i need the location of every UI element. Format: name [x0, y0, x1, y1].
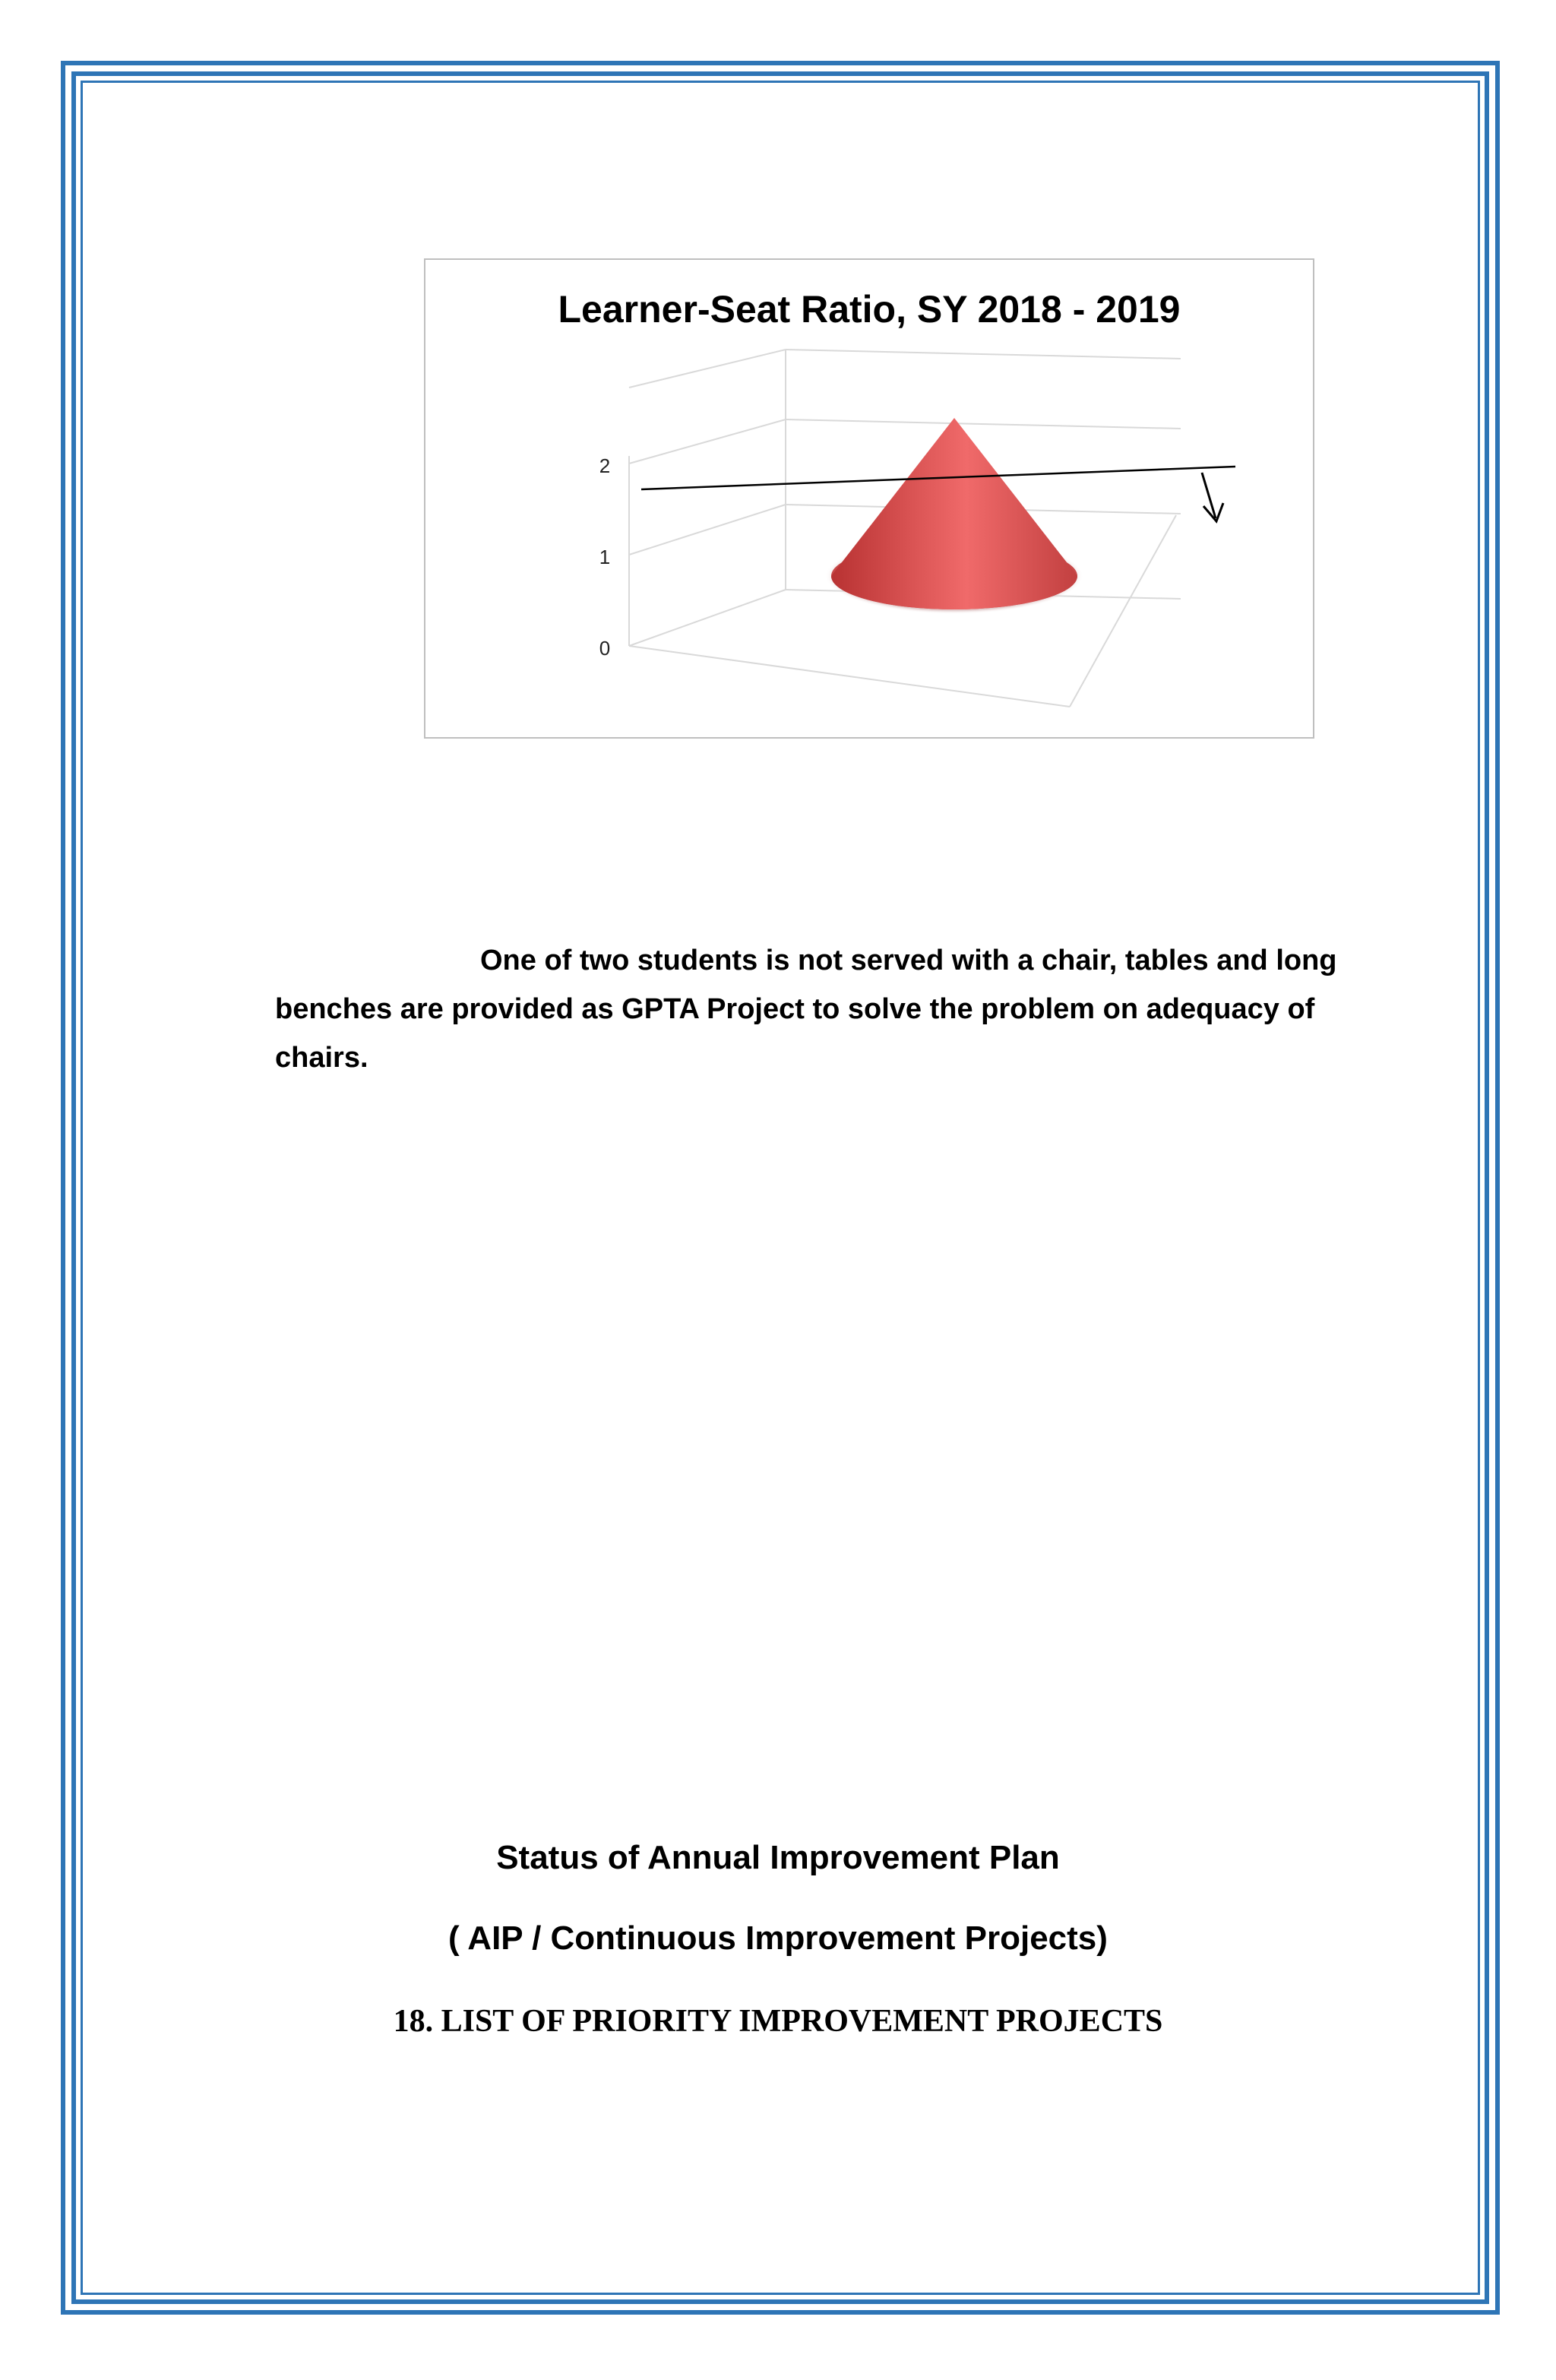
side-gridline: [629, 350, 786, 388]
side-gridline: [629, 419, 786, 464]
status-heading: Status of Annual Improvement Plan: [496, 1839, 1060, 1876]
chart-y-ticks: [599, 454, 610, 660]
floor-front-edge: [629, 646, 1070, 707]
y-tick-label: 1: [599, 546, 611, 568]
chart-canvas: [425, 260, 1316, 740]
back-gridline: [786, 419, 1181, 429]
floor-right-edge: [1070, 515, 1176, 707]
cone-bar: [831, 418, 1077, 609]
y-tick-label: 0: [599, 637, 611, 660]
annotation-arrow: [1202, 473, 1223, 521]
chart-explanation-paragraph: [275, 936, 1415, 1082]
chart-marks: [825, 418, 1083, 614]
paragraph-text: One of two students is not served with a chair, tables and long benches are provided as GPTA Project to solve the problem on adequacy of chairs.: [275, 945, 1337, 1074]
aip-subheading: ( AIP / Continuous Improvement Projects): [448, 1920, 1108, 1957]
chart-title: Learner-Seat Ratio, SY 2018 - 2019: [558, 288, 1181, 331]
learner-seat-chart: [424, 258, 1314, 739]
priority-projects-heading: 18. LIST OF PRIORITY IMPROVEMENT PROJECTS: [393, 2004, 1163, 2039]
side-gridline: [629, 505, 786, 555]
y-tick-label: 2: [599, 454, 611, 477]
side-gridline: [629, 590, 786, 646]
back-gridline: [786, 350, 1181, 359]
